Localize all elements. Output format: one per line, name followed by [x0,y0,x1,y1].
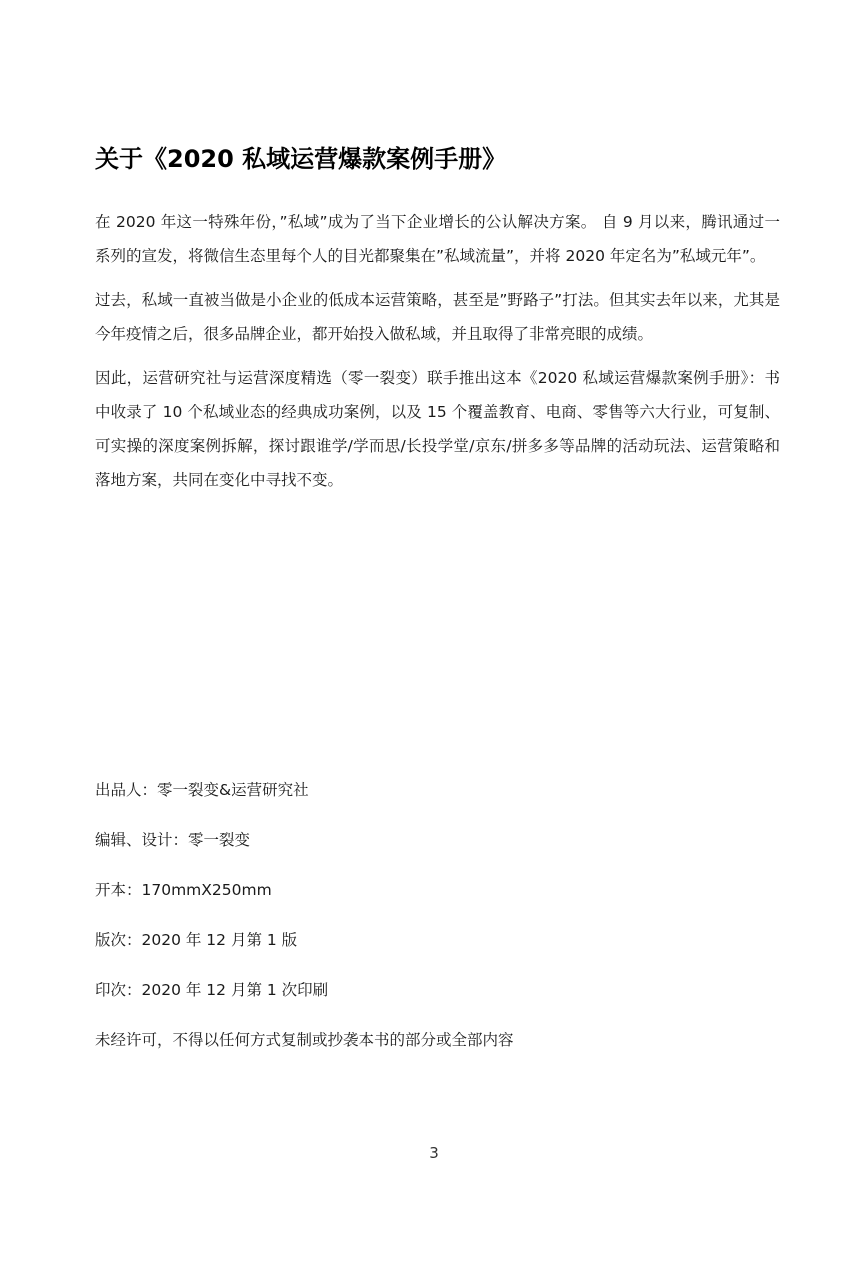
intro-paragraph-1: 在 2020 年这一特殊年份，”私域”成为了当下企业增长的公认解决方案。 自 9 月以来，腾讯通过一系列的宣发，将微信生态里每个人的目光都聚集在”私域流量”，并将 2020 年定名为”私域元年”。 [95,213,780,265]
credit-format: 开本：170mmX250mm [95,881,272,899]
credits-section [95,773,780,1073]
credit-producer: 出品人：零一裂变&运营研究社 [95,781,309,799]
credit-printing: 印次：2020 年 12 月第 1 次印刷 [95,981,329,999]
credit-editor: 编辑、设计：零一裂变 [95,831,251,849]
intro-paragraph-2: 过去，私域一直被当做是小企业的低成本运营策略，甚至是”野路子”打法。但其实去年以来，尤其是今年疫情之后，很多品牌企业，都开始投入做私域，并且取得了非常亮眼的成绩。 [95,291,780,343]
intro-paragraph-3: 因此，运营研究社与运营深度精选（零一裂变）联手推出这本《2020 私域运营爆款案例手册》：书中收录了 10 个私域业态的经典成功案例，以及 15 个覆盖教育、电商、零售等六大行业，可复制、可实操的深度案例拆解，探讨跟谁学/学而思/长投学堂/京东/拼多多等品牌的活动玩法、运营策略和落地方案，共同在变化中寻找不变。 [95,369,780,489]
credit-edition: 版次：2020 年 12 月第 1 版 [95,931,298,949]
page-number: 3 [429,1144,439,1162]
intro-section [95,205,780,507]
page-title: 关于《2020 私域运营爆款案例手册》 [95,145,507,173]
credit-copyright: 未经许可，不得以任何方式复制或抄袭本书的部分或全部内容 [95,1031,514,1049]
